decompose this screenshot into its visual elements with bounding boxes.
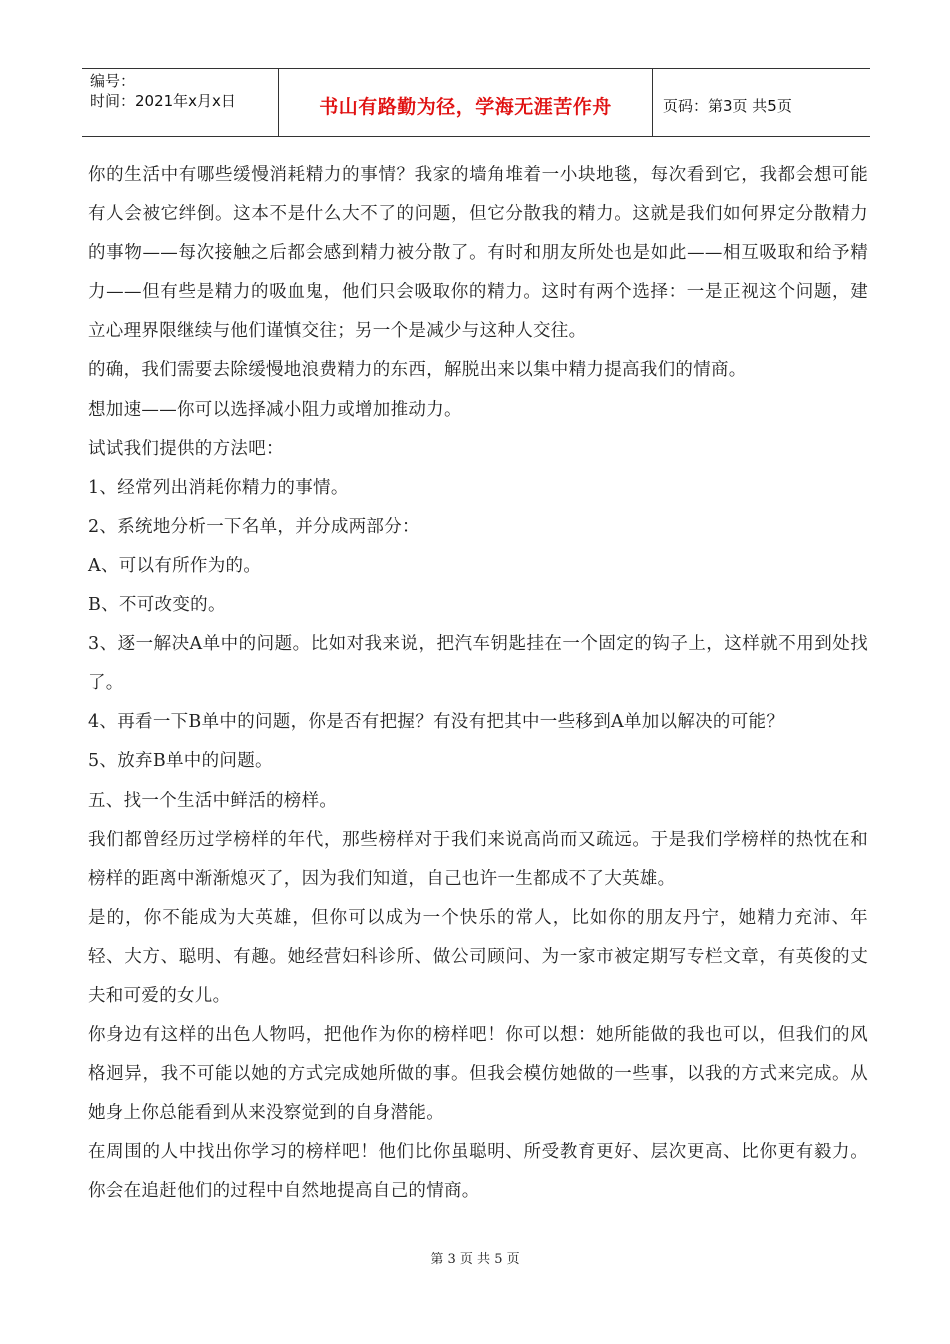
time-label: 时间：2021年x月x日: [90, 92, 236, 110]
list-item: 2、系统地分析一下名单，并分成两部分：: [88, 516, 420, 537]
list-item: 1、经常列出消耗你精力的事情。: [88, 477, 349, 498]
list-item: B、不可改变的。: [88, 595, 226, 616]
paragraph: 是的，你不能成为大英雄，但你可以成为一个快乐的常人，比如你的朋友丹宁，她精力充沛、年轻、大方、聪明、有趣。她经营妇科诊所、做公司顾问、为一家市被定期写专栏文章，有英俊的丈夫和可爱的女儿。: [88, 907, 868, 1006]
header-motto: 书山有路勤为径，学海无涯苦作舟: [279, 69, 653, 136]
header-page-code: 页码：第3页 共5页: [663, 97, 792, 115]
paragraph: 试试我们提供的方法吧：: [88, 438, 284, 459]
list-item: 4、再看一下B单中的问题，你是否有把握？有没有把其中一些移到A单加以解决的可能？: [88, 712, 785, 733]
paragraph: 在周围的人中找出你学习的榜样吧！他们比你虽聪明、所受教育更好、层次更高、比你更有毅力。你会在追赶他们的过程中自然地提高自己的情商。: [88, 1142, 868, 1202]
section-heading: 五、找一个生活中鲜活的榜样。: [88, 790, 338, 811]
paragraph: 你的生活中有哪些缓慢消耗精力的事情？我家的墙角堆着一小块地毯，每次看到它，我都会想可能有人会被它绊倒。这本不是什么大不了的问题，但它分散我的精力。这就是我们如何界定分散精力的事物——每次接触之后都会感到精力被分散了。有时和朋友所处也是如此——相互吸取和给予精力——但有些是精力的吸血鬼，他们只会吸取你的精力。这时有两个选择：一是正视这个问题，建立心理界限继续与他们谨慎交往；另一个是减少与这种人交往。: [88, 165, 868, 342]
paragraph: 我们都曾经历过学榜样的年代，那些榜样对于我们来说高尚而又疏远。于是我们学榜样的热忱在和榜样的距离中渐渐熄灭了，因为我们知道，自己也许一生都成不了大英雄。: [88, 829, 868, 889]
list-item: A、可以有所作为的。: [88, 555, 262, 576]
body-text: [88, 156, 868, 1212]
list-item: 5、放弃B单中的问题。: [88, 751, 273, 772]
number-label: 编号：: [90, 72, 136, 90]
header-meta: [82, 69, 279, 136]
paragraph: 想加速——你可以选择减小阻力或增加推动力。: [88, 399, 462, 420]
paragraph: 的确，我们需要去除缓慢地浪费精力的东西，解脱出来以集中精力提高我们的情商。: [88, 360, 747, 381]
list-item: 3、逐一解决A单中的问题。比如对我来说，把汽车钥匙挂在一个固定的钩子上，这样就不用到处找了。: [88, 634, 868, 694]
page-footer: 第 3 页 共 5 页: [430, 1252, 520, 1267]
paragraph: 你身边有这样的出色人物吗，把他作为你的榜样吧！你可以想：她所能做的我也可以，但我们的风格迥异，我不可能以她的方式完成她所做的事。但我会模仿她做的一些事，以我的方式来完成。从她身上你总能看到从来没察觉到的自身潜能。: [88, 1025, 868, 1124]
header-table: [82, 68, 870, 137]
